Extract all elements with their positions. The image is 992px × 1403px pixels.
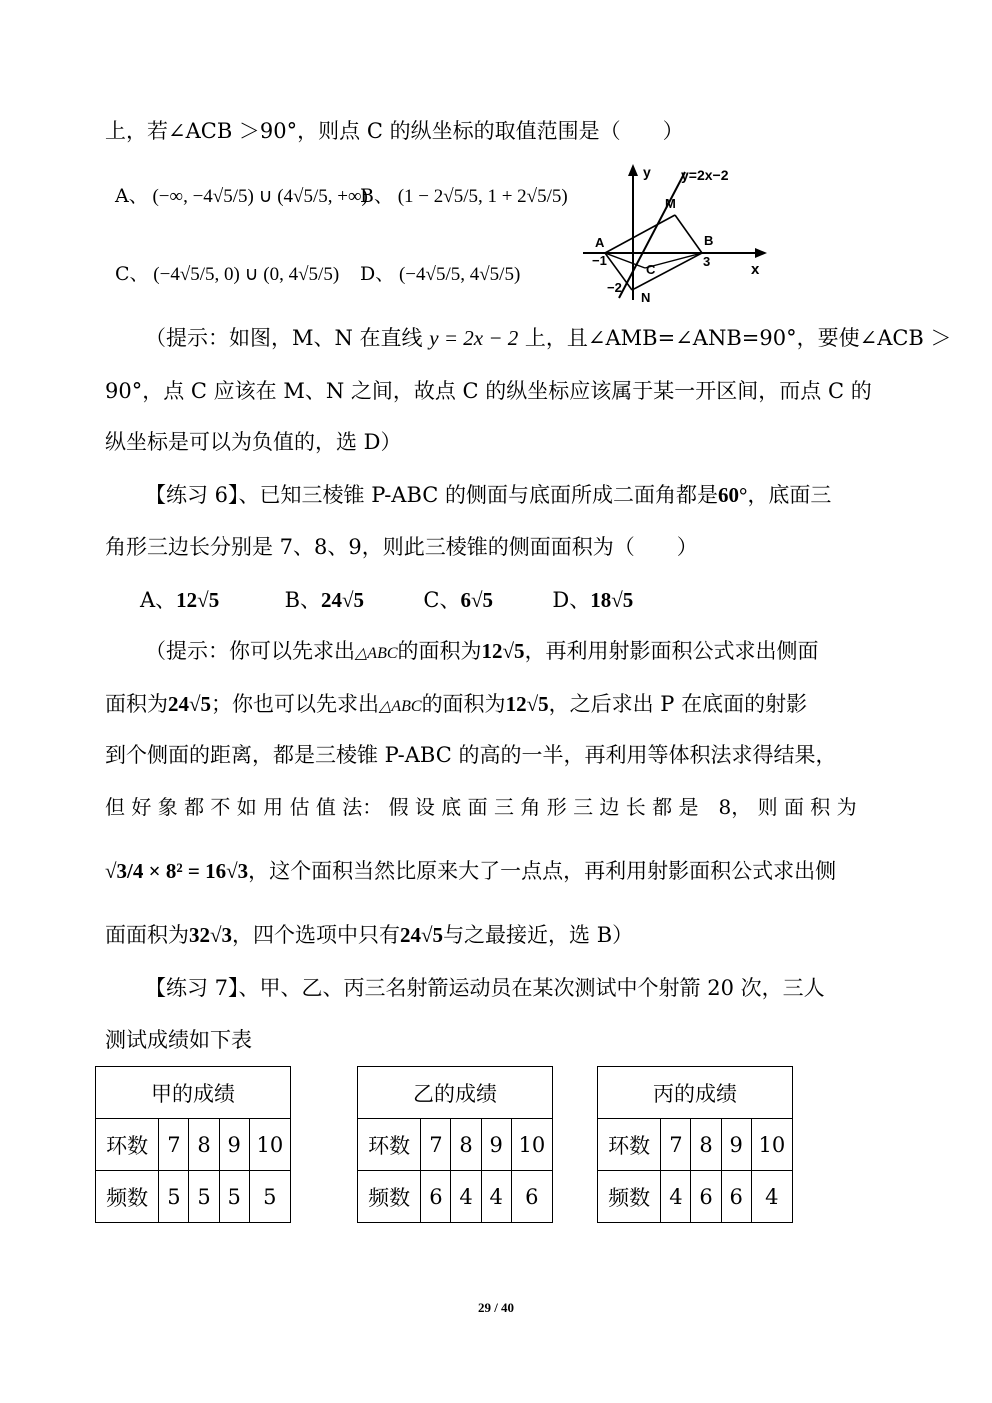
table-cell: 10 <box>249 1119 290 1171</box>
figure-label-m: M <box>665 196 676 211</box>
q5-hint-line-3: 90°，点 C 应该在 M、N 之间，故点 C 的纵坐标应该属于某一开区间，而点 C 的 <box>105 379 872 403</box>
figure-label-y: y <box>643 164 651 180</box>
table-cell: 9 <box>481 1119 511 1171</box>
q6-h6c: 与之最接近，选 B） <box>443 923 634 947</box>
q6-h2d: ，之后求出 P 在底面的射影 <box>548 692 808 716</box>
q6-v24: 24√5 <box>168 692 212 716</box>
table-row-label: 环数 <box>598 1119 661 1171</box>
q6-angle: 60° <box>718 483 748 507</box>
table-cell: 8 <box>451 1119 481 1171</box>
score-table-bing <box>597 1066 793 1223</box>
q6-opt-d: D、 <box>552 588 591 612</box>
figure-label-c: C <box>646 262 656 277</box>
q6-h1a: （提示：你可以先求出 <box>145 639 355 663</box>
q6-triangle: △ABC <box>355 645 398 662</box>
q5-option-d <box>360 256 520 293</box>
score-table-yi <box>357 1066 553 1223</box>
table-row-label: 频数 <box>358 1171 421 1223</box>
figure-label-a: A <box>595 235 605 250</box>
q6-hint-line-1 <box>145 636 819 669</box>
q5-option-d-label: D、 <box>360 263 395 285</box>
q6-triangle-2: △ABC <box>379 698 422 715</box>
q5-option-b-label: B、 <box>360 185 393 207</box>
table-row-label: 环数 <box>96 1119 159 1171</box>
q6-v12-2: 12√5 <box>505 692 549 716</box>
q5-stem-line: 上，若∠ACB ＞90°，则点 C 的纵坐标的取值范围是（ ） <box>105 119 684 143</box>
q6-opt-a: A、 <box>140 588 177 612</box>
q5-hint-line-eq: y = 2x − 2 <box>429 326 519 350</box>
figure-seg-am <box>605 215 675 253</box>
figure-label-line: y=2x−2 <box>681 167 729 183</box>
table-title: 甲的成绩 <box>96 1067 291 1119</box>
table-cell: 7 <box>421 1119 451 1171</box>
q7-line-1: 【练习 7】、甲、乙、丙三名射箭运动员在某次测试中个射箭 20 次，三人 <box>145 976 825 1000</box>
table-cell: 9 <box>721 1119 751 1171</box>
q5-hint-1: （提示：如图，M、N 在直线 <box>145 326 423 350</box>
q6-opt-c-val: 6√5 <box>460 588 494 612</box>
q6-options <box>140 585 633 615</box>
q6-hint-line-5 <box>105 856 836 886</box>
q5-hint-line-4: 纵坐标是可以为负值的，选 D） <box>105 430 402 454</box>
coordinate-figure <box>575 160 775 308</box>
table-cell: 10 <box>511 1119 552 1171</box>
figure-x-arrow <box>755 248 767 258</box>
q6-title-line-3: 角形三边长分别是 7、8、9，则此三棱锥的侧面面积为（ ） <box>105 535 698 559</box>
q6-h1b: 的面积为 <box>397 639 482 663</box>
table-cell: 4 <box>661 1171 691 1223</box>
table-cell: 4 <box>481 1171 511 1223</box>
q6-h6a: 面面积为 <box>105 923 189 947</box>
q6-h2a: 面积为 <box>105 692 168 716</box>
q5-option-c <box>115 256 339 293</box>
table-cell: 7 <box>661 1119 691 1171</box>
table-cell: 5 <box>159 1171 189 1223</box>
q6-v24-2: 24√5 <box>400 923 444 947</box>
figure-seg-mb <box>675 215 702 253</box>
q6-v32: 32√3 <box>189 923 233 947</box>
table-cell: 7 <box>159 1119 189 1171</box>
table-title: 丙的成绩 <box>598 1067 793 1119</box>
q6-h6b: ，四个选项中只有 <box>232 923 401 947</box>
page-number: 29 / 40 <box>477 1300 515 1315</box>
q6-h5: ，这个面积当然比原来大了一点点，再利用射影面积公式求出侧 <box>248 859 837 883</box>
table-cell: 8 <box>189 1119 219 1171</box>
table-cell: 5 <box>189 1171 219 1223</box>
q5-hint-line-1 <box>145 323 952 353</box>
q5-option-b-expr: (1 − 2√5/5, 1 + 2√5/5) <box>397 186 568 207</box>
q5-option-c-label: C、 <box>115 263 149 285</box>
table-title: 乙的成绩 <box>358 1067 553 1119</box>
q5-option-a-label: A、 <box>115 185 148 207</box>
table-cell: 6 <box>511 1171 552 1223</box>
figure-label-x: x <box>751 261 760 278</box>
q6-opt-a-val: 12√5 <box>176 588 220 612</box>
q6-title-1: 【练习 6】、已知三棱锥 P-ABC 的侧面与底面所成二面角都是 <box>145 483 719 507</box>
q6-h2c: 的面积为 <box>421 692 506 716</box>
score-table-jia <box>95 1066 291 1223</box>
q5-option-a-expr: (−∞, −4√5/5) ∪ (4√5/5, +∞) <box>152 186 368 207</box>
q7-line-2: 测试成绩如下表 <box>105 1028 252 1052</box>
table-row-label: 频数 <box>96 1171 159 1223</box>
q6-v12: 12√5 <box>481 639 525 663</box>
table-cell: 6 <box>421 1171 451 1223</box>
figure-label-b: B <box>704 233 714 248</box>
q5-hint-2: 上，且∠AMB=∠ANB=90°，要使∠ACB ＞ <box>524 326 952 350</box>
table-cell: 5 <box>249 1171 290 1223</box>
q6-opt-b-val: 24√5 <box>321 588 365 612</box>
figure-seg-bn <box>632 253 702 290</box>
q6-title-2: ，底面三 <box>747 483 832 507</box>
figure-label-neg2: −2 <box>607 280 622 295</box>
figure-label-3: 3 <box>703 254 711 269</box>
q5-option-d-expr: (−4√5/5, 4√5/5) <box>398 264 521 285</box>
q5-option-b <box>360 178 568 215</box>
table-cell: 5 <box>219 1171 249 1223</box>
table-row-label: 频数 <box>598 1171 661 1223</box>
table-row-label: 环数 <box>358 1119 421 1171</box>
figure-y-arrow <box>628 164 638 176</box>
q6-hint-line-6 <box>105 920 633 950</box>
q5-option-c-expr: (−4√5/5, 0) ∪ (0, 4√5/5) <box>153 264 340 285</box>
q6-opt-b: B、 <box>284 588 322 612</box>
table-cell: 8 <box>691 1119 721 1171</box>
q6-hint-line-3: 到个侧面的距离，都是三棱锥 P-ABC 的高的一半，再利用等体积法求得结果， <box>105 743 837 767</box>
q6-h2b: ；你也可以先求出 <box>211 692 380 716</box>
figure-label-neg1: −1 <box>592 253 607 268</box>
figure-label-n: N <box>641 290 651 305</box>
q6-opt-d-val: 18√5 <box>590 588 634 612</box>
table-cell: 6 <box>721 1171 751 1223</box>
table-cell: 4 <box>751 1171 792 1223</box>
table-cell: 9 <box>219 1119 249 1171</box>
table-cell: 4 <box>451 1171 481 1223</box>
q6-hint-line-4: 但 好 象 都 不 如 用 估 值 法： 假 设 底 面 三 角 形 三 边 长 都 是 8， 则 面 积 为 <box>105 795 857 819</box>
q6-h5-expr: √3/4 × 8² = 16√3 <box>105 859 249 883</box>
q5-option-a <box>115 178 368 215</box>
q6-opt-c: C、 <box>423 588 461 612</box>
q6-hint-line-2 <box>105 689 807 722</box>
q6-title-line-1 <box>145 480 831 510</box>
table-cell: 10 <box>751 1119 792 1171</box>
q6-h1c: ，再利用射影面积公式求出侧面 <box>524 639 819 663</box>
table-cell: 6 <box>691 1171 721 1223</box>
